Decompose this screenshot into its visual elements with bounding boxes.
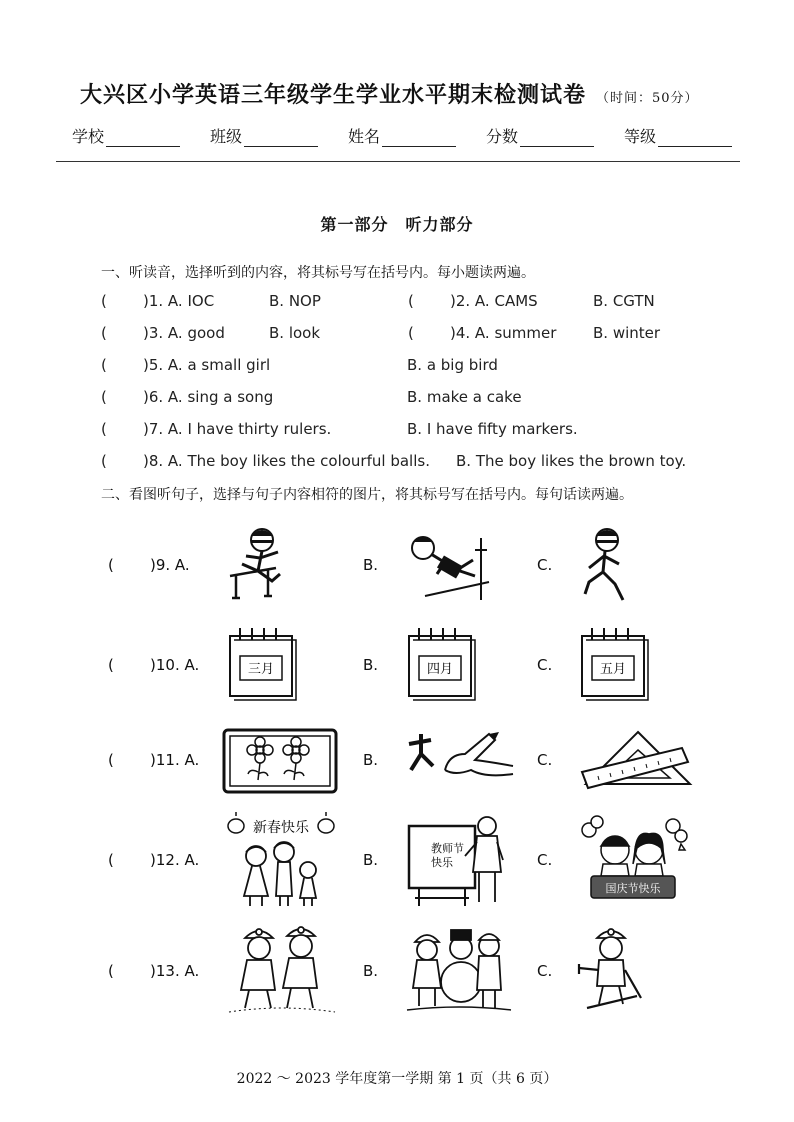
question-5-b: B. a big bird [407,356,498,374]
teachers-day-board-image [405,812,505,908]
snowman-kids-image [405,924,513,1014]
time-note: （时间：50分） [596,91,699,106]
rulers-triangle-image [578,728,694,792]
teachers-day-text-2: 快乐 [431,856,453,869]
question-6[interactable]: ( )6. A. sing a song [101,388,274,406]
national-day-sign: 国庆节快乐 [605,882,661,895]
header-divider [56,161,740,162]
option-9-c[interactable]: C. [537,556,553,574]
option-10-c[interactable]: C. [537,656,553,674]
writing-hand-image [405,730,520,790]
class-field[interactable]: 班级 [210,124,318,147]
question-7-b: B. I have fifty markers. [407,420,578,438]
section1-instruction: 一、听读音，选择听到的内容，将其标号写在括号内。每小题读两遍。 [101,265,535,281]
grade-field[interactable]: 等级 [624,124,732,147]
option-11-c[interactable]: C. [537,751,553,769]
school-field[interactable]: 学校 [72,124,180,147]
part-title: 第一部分 听力部分 [320,215,474,234]
question-3-b: B. look [269,324,321,342]
hurdle-boy-image [222,526,292,606]
score-field[interactable]: 分数 [486,124,594,147]
question-8-b: B. The boy likes the brown toy. [456,452,687,470]
question-8[interactable]: ( )8. A. The boy likes the colourful balls. [101,452,430,470]
name-field[interactable]: 姓名 [348,124,456,147]
option-11-b[interactable]: B. [363,751,379,769]
question-4-b: B. winter [593,324,661,342]
question-2-b: B. CGTN [593,292,655,310]
calendar-april [405,626,475,702]
question-12[interactable]: ( )12. A. [108,851,200,869]
question-9[interactable]: ( )9. A. [108,556,190,574]
question-4[interactable]: ( )4. A. summer [408,324,557,342]
page-footer: 2022 ～ 2023 学年度第一学期 第 1 页（共 6 页） [236,1071,558,1087]
running-boy-image [575,526,635,606]
kids-walking-snow-image [225,924,337,1014]
question-6-b: B. make a cake [407,388,522,406]
question-3[interactable]: ( )3. A. good [101,324,225,342]
option-12-c[interactable]: C. [537,851,553,869]
skiing-kid-image [575,924,645,1016]
question-2[interactable]: ( )2. A. CAMS [408,292,538,310]
question-10[interactable]: ( )10. A. [108,656,200,674]
option-10-b[interactable]: B. [363,656,379,674]
exam-title [80,78,699,109]
teachers-day-text-1: 教师节 [431,842,464,855]
spring-festival-family-image [222,812,342,908]
student-info-row [72,124,732,147]
question-5[interactable]: ( )5. A. a small girl [101,356,271,374]
section2-instruction: 二、看图听句子，选择与句子内容相符的图片，将其标号写在括号内。每句话读两遍。 [101,487,633,503]
calendar-march [226,626,296,702]
option-13-b[interactable]: B. [363,962,379,980]
question-11[interactable]: ( )11. A. [108,751,200,769]
question-1-b: B. NOP [269,292,321,310]
national-day-kids-image [577,814,691,904]
blackboard-flowers-image [222,728,338,794]
title-text: 大兴区小学英语三年级学生学业水平期末检测试卷 [80,83,587,108]
calendar-label-march: 三月 [247,662,275,677]
question-1[interactable]: ( )1. A. IOC [101,292,215,310]
option-9-b[interactable]: B. [363,556,379,574]
option-12-b[interactable]: B. [363,851,379,869]
question-13[interactable]: ( )13. A. [108,962,200,980]
spring-festival-banner: 新春快乐 [253,820,309,836]
calendar-may [578,626,648,702]
high-jump-boy-image [405,530,490,602]
question-7[interactable]: ( )7. A. I have thirty rulers. [101,420,332,438]
option-13-c[interactable]: C. [537,962,553,980]
calendar-label-may: 五月 [599,662,627,677]
calendar-label-april: 四月 [426,662,454,677]
